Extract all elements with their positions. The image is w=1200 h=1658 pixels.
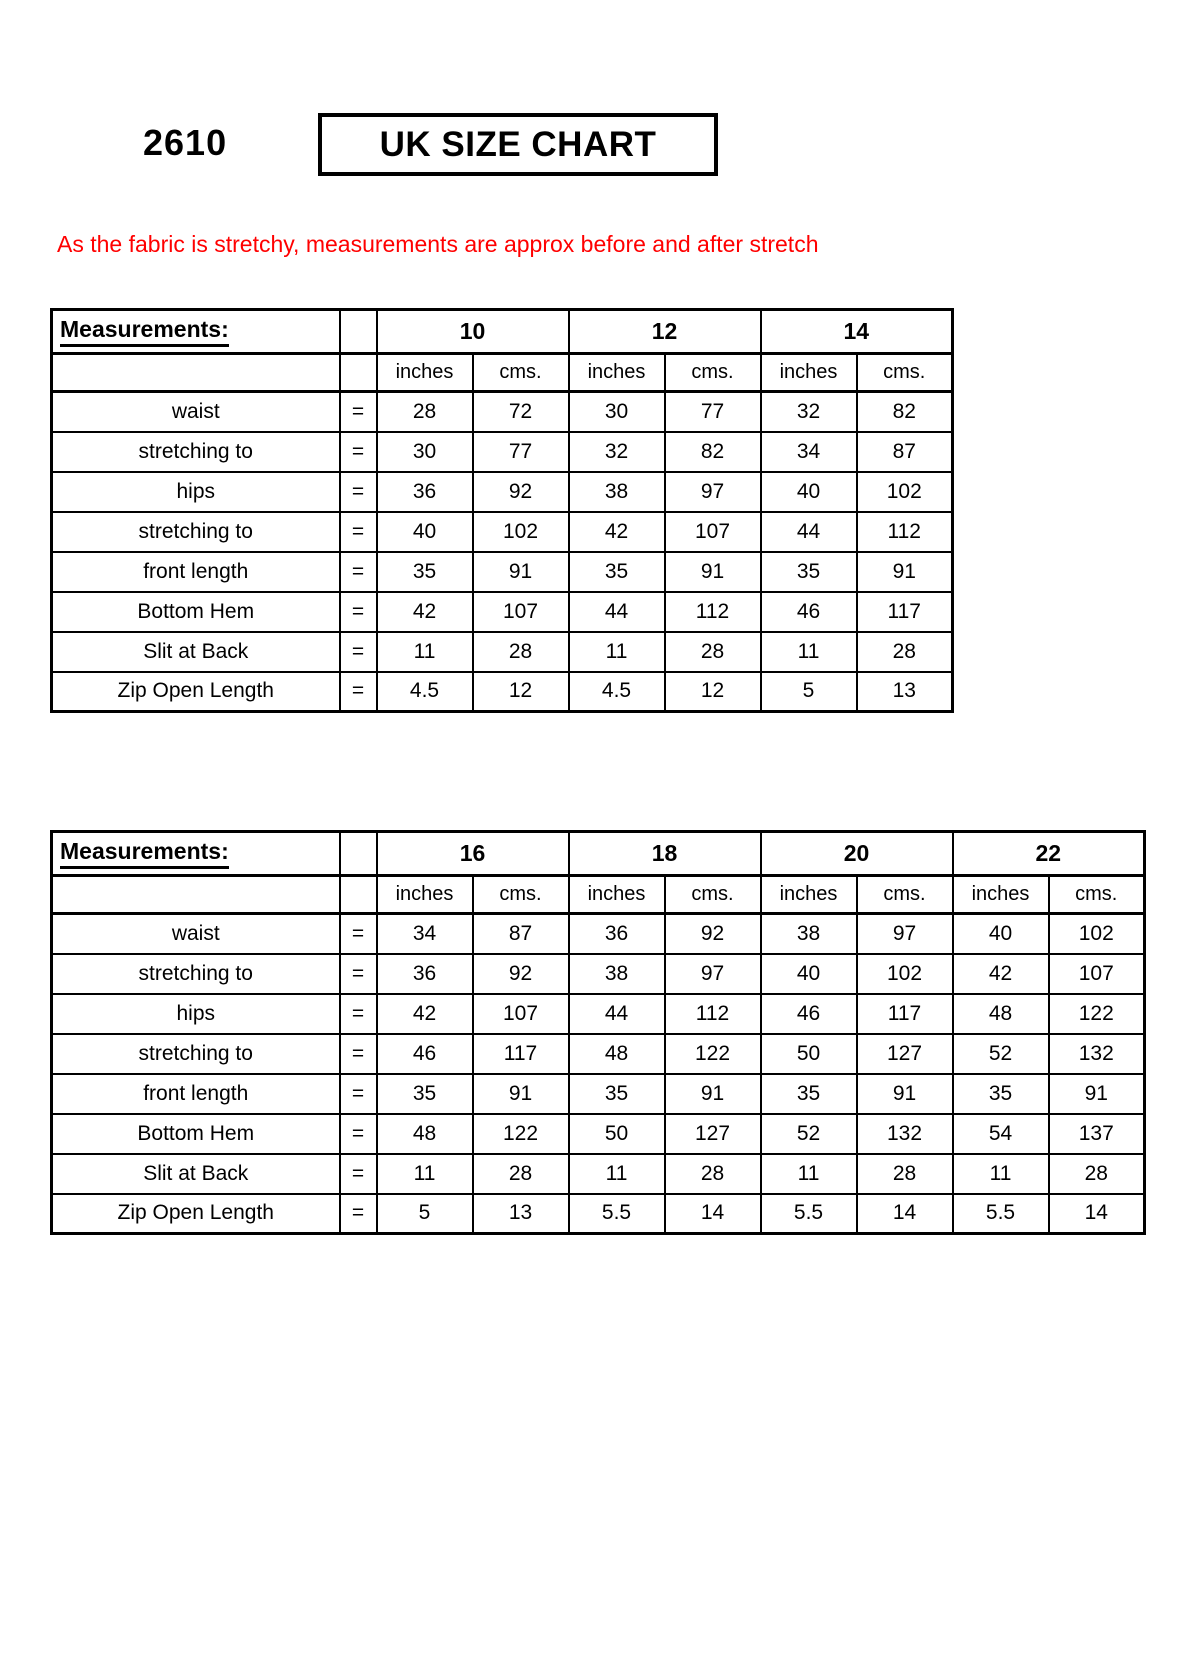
value-cell: 11 [377,632,473,672]
value-cell: 11 [761,632,857,672]
measurement-label-cell: Zip Open Length [52,672,340,712]
measurement-row [52,1114,1145,1154]
measurement-label-cell: waist [52,392,340,432]
unit-header-cell: inches [569,876,665,914]
value-cell: 46 [761,994,857,1034]
value-cell: 4.5 [377,672,473,712]
equals-cell: = [340,994,377,1034]
unit-header-cell: cms. [857,354,953,392]
value-cell: 102 [1049,914,1145,954]
stretch-note: As the fabric is stretchy, measurements are approx before and after stretch [57,231,819,257]
value-cell: 35 [377,552,473,592]
title-box [318,113,718,176]
value-cell: 40 [377,512,473,552]
size-header-row [52,832,1145,876]
equals-cell: = [340,512,377,552]
value-cell: 40 [761,954,857,994]
size-header-cell: 18 [569,832,761,876]
value-cell: 32 [569,432,665,472]
value-cell: 107 [1049,954,1145,994]
value-cell: 44 [569,592,665,632]
measurement-row [52,1034,1145,1074]
unit-header-cell: cms. [473,876,569,914]
value-cell: 72 [473,392,569,432]
value-cell: 117 [857,592,953,632]
value-cell: 42 [377,592,473,632]
unit-header-cell: cms. [473,354,569,392]
value-cell: 87 [857,432,953,472]
value-cell: 52 [761,1114,857,1154]
equals-cell: = [340,1154,377,1194]
value-cell: 5 [377,1194,473,1234]
value-cell: 48 [953,994,1049,1034]
value-cell: 11 [569,632,665,672]
blank-cell [340,876,377,914]
value-cell: 132 [1049,1034,1145,1074]
value-cell: 91 [857,552,953,592]
value-cell: 32 [761,392,857,432]
value-cell: 5.5 [761,1194,857,1234]
value-cell: 28 [473,632,569,672]
size-table-container-16-22 [50,830,1146,1235]
value-cell: 36 [377,954,473,994]
value-cell: 40 [953,914,1049,954]
value-cell: 127 [665,1114,761,1154]
size-header-cell: 22 [953,832,1145,876]
value-cell: 11 [953,1154,1049,1194]
value-cell: 107 [665,512,761,552]
value-cell: 102 [857,472,953,512]
measurement-row [52,1154,1145,1194]
value-cell: 48 [377,1114,473,1154]
value-cell: 11 [569,1154,665,1194]
value-cell: 14 [857,1194,953,1234]
size-header-cell: 16 [377,832,569,876]
measurement-row [52,1074,1145,1114]
equals-column-header-cell [340,310,377,354]
value-cell: 36 [569,914,665,954]
equals-cell: = [340,472,377,512]
value-cell: 28 [857,632,953,672]
size-table-16-22 [50,830,1146,1235]
value-cell: 97 [857,914,953,954]
value-cell: 36 [377,472,473,512]
value-cell: 44 [761,512,857,552]
value-cell: 42 [569,512,665,552]
value-cell: 35 [569,1074,665,1114]
equals-cell: = [340,914,377,954]
equals-cell: = [340,672,377,712]
value-cell: 34 [377,914,473,954]
measurement-label-cell: hips [52,994,340,1034]
unit-header-cell: inches [953,876,1049,914]
value-cell: 14 [665,1194,761,1234]
measurement-row [52,994,1145,1034]
value-cell: 122 [665,1034,761,1074]
measurement-label-cell: Bottom Hem [52,592,340,632]
measurement-label-cell: stretching to [52,1034,340,1074]
value-cell: 14 [1049,1194,1145,1234]
measurement-label-cell: Bottom Hem [52,1114,340,1154]
measurement-row [52,392,953,432]
measurement-row [52,432,953,472]
style-number: 2610 [143,122,228,163]
measurement-label-cell: hips [52,472,340,512]
unit-header-cell: inches [377,354,473,392]
value-cell: 13 [857,672,953,712]
value-cell: 28 [377,392,473,432]
unit-header-row [52,876,1145,914]
unit-header-cell: inches [761,876,857,914]
value-cell: 5.5 [569,1194,665,1234]
size-table-10-14 [50,308,954,713]
unit-header-cell: cms. [665,876,761,914]
value-cell: 35 [377,1074,473,1114]
size-header-cell: 10 [377,310,569,354]
equals-cell: = [340,432,377,472]
equals-cell: = [340,592,377,632]
measurement-label-cell: front length [52,552,340,592]
measurement-label-cell: stretching to [52,512,340,552]
value-cell: 50 [761,1034,857,1074]
unit-header-cell: inches [761,354,857,392]
measurements-label: Measurements: [60,316,229,346]
unit-header-row [52,354,953,392]
equals-cell: = [340,1034,377,1074]
value-cell: 30 [377,432,473,472]
size-header-cell: 20 [761,832,953,876]
unit-header-cell: cms. [1049,876,1145,914]
measurements-label: Measurements: [60,838,229,868]
value-cell: 28 [665,632,761,672]
value-cell: 46 [377,1034,473,1074]
value-cell: 112 [857,512,953,552]
equals-cell: = [340,954,377,994]
value-cell: 12 [665,672,761,712]
unit-header-cell: cms. [857,876,953,914]
value-cell: 117 [473,1034,569,1074]
value-cell: 87 [473,914,569,954]
blank-cell [340,354,377,392]
measurement-row [52,1194,1145,1234]
corner-header-cell [52,310,340,354]
value-cell: 28 [1049,1154,1145,1194]
value-cell: 91 [1049,1074,1145,1114]
value-cell: 34 [761,432,857,472]
value-cell: 97 [665,954,761,994]
corner-header-cell [52,832,340,876]
value-cell: 91 [665,1074,761,1114]
value-cell: 30 [569,392,665,432]
size-header-row [52,310,953,354]
measurement-label-cell: stretching to [52,954,340,994]
value-cell: 127 [857,1034,953,1074]
value-cell: 91 [665,552,761,592]
value-cell: 122 [1049,994,1145,1034]
value-cell: 102 [473,512,569,552]
value-cell: 107 [473,994,569,1034]
value-cell: 77 [473,432,569,472]
value-cell: 13 [473,1194,569,1234]
measurement-label-cell: Zip Open Length [52,1194,340,1234]
blank-cell [52,354,340,392]
value-cell: 28 [857,1154,953,1194]
equals-cell: = [340,392,377,432]
measurement-row [52,552,953,592]
measurement-row [52,472,953,512]
value-cell: 137 [1049,1114,1145,1154]
size-table-container-10-14 [50,308,954,713]
unit-header-cell: cms. [665,354,761,392]
value-cell: 112 [665,994,761,1034]
equals-cell: = [340,632,377,672]
value-cell: 5 [761,672,857,712]
value-cell: 35 [761,552,857,592]
measurement-row [52,592,953,632]
equals-column-header-cell [340,832,377,876]
value-cell: 48 [569,1034,665,1074]
measurement-row [52,632,953,672]
value-cell: 28 [665,1154,761,1194]
value-cell: 38 [569,954,665,994]
value-cell: 40 [761,472,857,512]
value-cell: 5.5 [953,1194,1049,1234]
value-cell: 12 [473,672,569,712]
value-cell: 92 [473,472,569,512]
blank-cell [52,876,340,914]
measurement-label-cell: stretching to [52,432,340,472]
value-cell: 92 [473,954,569,994]
measurement-label-cell: front length [52,1074,340,1114]
value-cell: 91 [857,1074,953,1114]
value-cell: 97 [665,472,761,512]
unit-header-cell: inches [377,876,473,914]
value-cell: 82 [857,392,953,432]
page-title: UK SIZE CHART [379,124,657,164]
value-cell: 122 [473,1114,569,1154]
value-cell: 117 [857,994,953,1034]
value-cell: 11 [377,1154,473,1194]
measurement-row [52,512,953,552]
value-cell: 28 [473,1154,569,1194]
value-cell: 44 [569,994,665,1034]
value-cell: 42 [953,954,1049,994]
value-cell: 52 [953,1034,1049,1074]
measurement-row [52,914,1145,954]
value-cell: 107 [473,592,569,632]
equals-cell: = [340,1194,377,1234]
size-header-cell: 12 [569,310,761,354]
size-header-cell: 14 [761,310,953,354]
equals-cell: = [340,552,377,592]
value-cell: 11 [761,1154,857,1194]
value-cell: 35 [761,1074,857,1114]
value-cell: 4.5 [569,672,665,712]
value-cell: 38 [569,472,665,512]
value-cell: 42 [377,994,473,1034]
value-cell: 46 [761,592,857,632]
measurement-row [52,672,953,712]
value-cell: 91 [473,552,569,592]
value-cell: 102 [857,954,953,994]
value-cell: 112 [665,592,761,632]
value-cell: 35 [569,552,665,592]
value-cell: 92 [665,914,761,954]
value-cell: 77 [665,392,761,432]
unit-header-cell: inches [569,354,665,392]
value-cell: 54 [953,1114,1049,1154]
value-cell: 38 [761,914,857,954]
value-cell: 91 [473,1074,569,1114]
measurement-label-cell: Slit at Back [52,632,340,672]
measurement-label-cell: Slit at Back [52,1154,340,1194]
value-cell: 82 [665,432,761,472]
value-cell: 50 [569,1114,665,1154]
equals-cell: = [340,1114,377,1154]
measurement-label-cell: waist [52,914,340,954]
equals-cell: = [340,1074,377,1114]
value-cell: 35 [953,1074,1049,1114]
measurement-row [52,954,1145,994]
value-cell: 132 [857,1114,953,1154]
